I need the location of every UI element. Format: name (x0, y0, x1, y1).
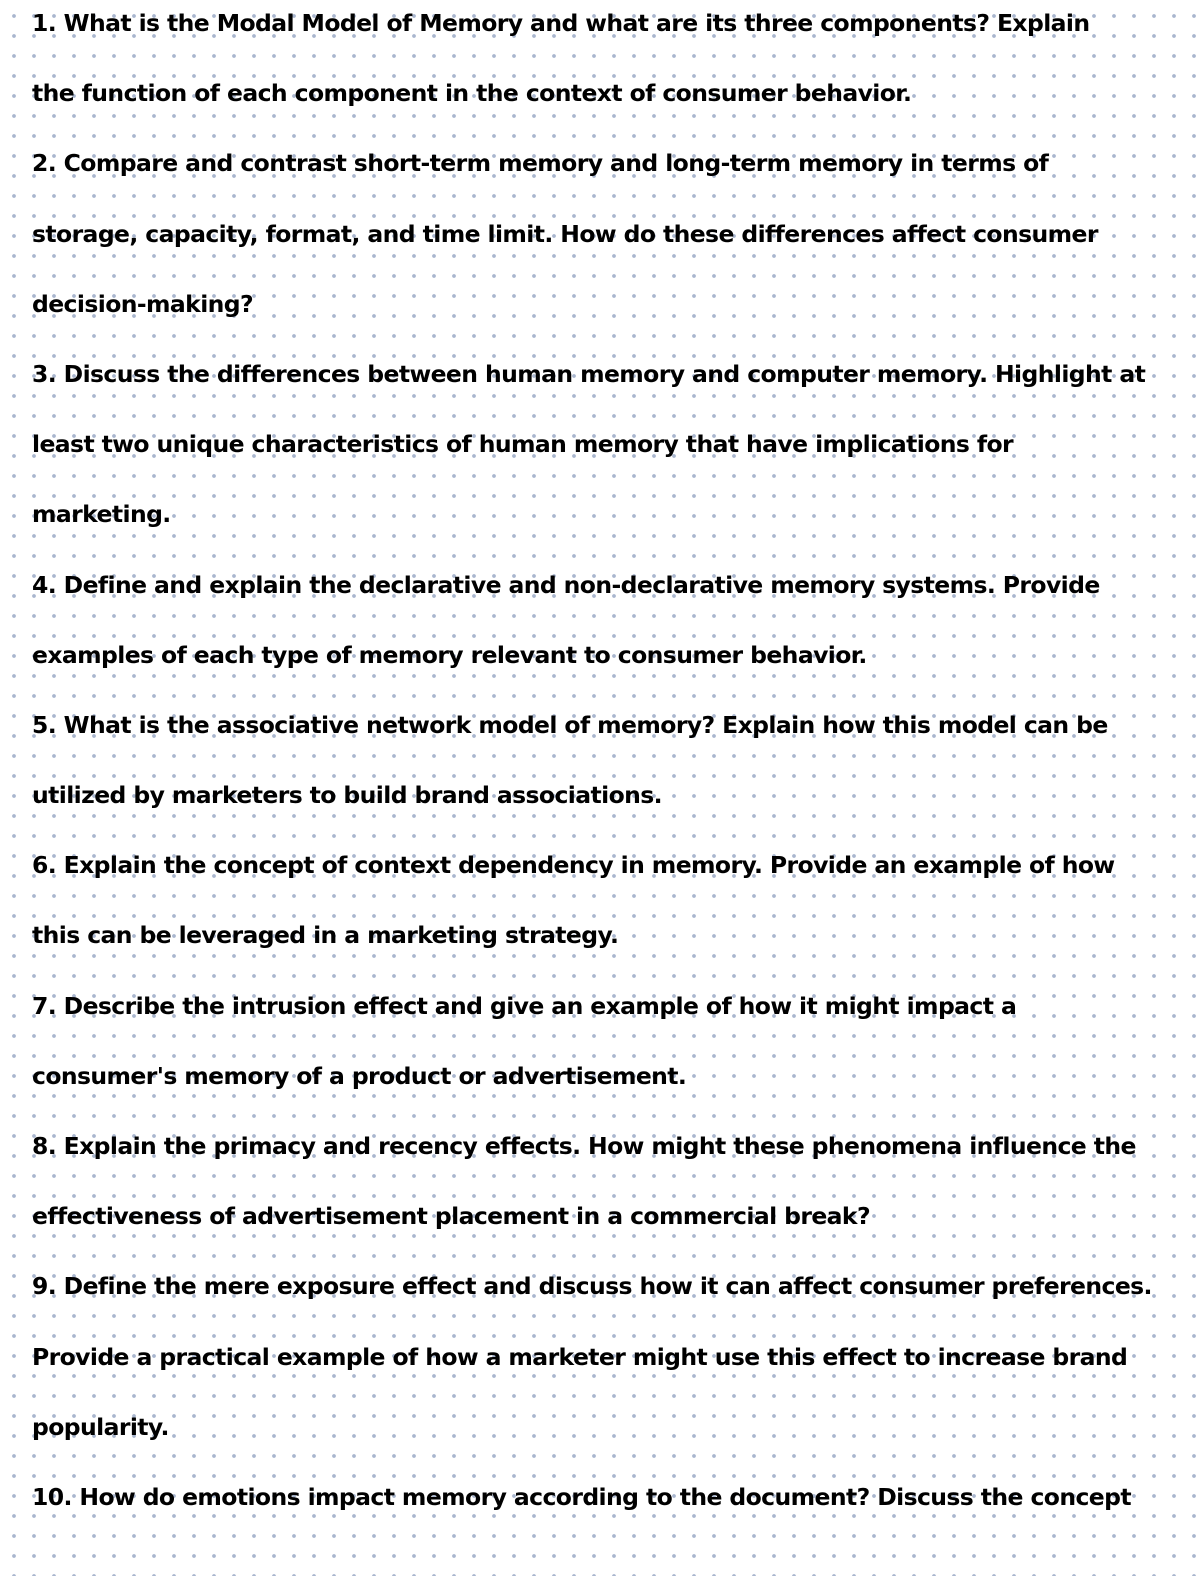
question-list (32, 0, 1170, 1544)
question-3-line-2: least two unique characteristics of human memory that have implications for (32, 430, 1014, 459)
question-10-line-1: 10. How do emotions impact memory according to the document? Discuss the concept (32, 1482, 1131, 1511)
question-1-line-2: the function of each component in the context of consumer behavior. (32, 79, 912, 108)
question-item-7 (32, 983, 1170, 1123)
question-7-line-2: consumer's memory of a product or advertisement. (32, 1061, 687, 1090)
question-2-line-3: decision-making? (32, 289, 254, 318)
question-item-5 (32, 702, 1170, 842)
question-4-line-1: 4. Define and explain the declarative and non-declarative memory systems. Provide (32, 570, 1100, 599)
question-item-6 (32, 842, 1170, 982)
question-3-line-3: marketing. (32, 500, 171, 529)
question-3-line-1: 3. Discuss the differences between human memory and computer memory. Highlight at (32, 359, 1146, 388)
question-8-line-2: effectiveness of advertisement placement in a commercial break? (32, 1202, 870, 1231)
question-9-line-2: Provide a practical example of how a marketer might use this effect to increase brand (32, 1342, 1128, 1371)
question-1-line-1: 1. What is the Modal Model of Memory and what are its three components? Explain (32, 9, 1090, 37)
question-2-line-1: 2. Compare and contrast short-term memory and long-term memory in terms of (32, 149, 1049, 178)
question-8-line-1: 8. Explain the primacy and recency effects. How might these phenomena influence the (32, 1132, 1136, 1160)
question-6-line-2: this can be leveraged in a marketing strategy. (32, 921, 619, 950)
question-7-line-1: 7. Describe the intrusion effect and give an example of how it might impact a (32, 991, 1017, 1020)
question-item-4 (32, 562, 1170, 702)
question-item-3 (32, 351, 1170, 562)
question-9-line-1: 9. Define the mere exposure effect and discuss how it can affect consumer preferences. (32, 1272, 1152, 1301)
question-6-line-1: 6. Explain the concept of context dependency in memory. Provide an example of how (32, 851, 1115, 880)
question-item-8 (32, 1123, 1170, 1263)
question-5-line-2: utilized by marketers to build brand associations. (32, 781, 662, 810)
question-5-line-1: 5. What is the associative network model of memory? Explain how this model can be (32, 710, 1108, 739)
question-9-line-3: popularity. (32, 1412, 169, 1441)
question-4-line-2: examples of each type of memory relevant to consumer behavior. (32, 640, 867, 669)
question-item-10 (32, 1474, 1170, 1544)
question-2-line-2: storage, capacity, format, and time limit. How do these differences affect consumer (32, 219, 1098, 248)
question-item-2 (32, 140, 1170, 351)
question-item-1 (32, 0, 1170, 140)
question-item-9 (32, 1263, 1170, 1474)
